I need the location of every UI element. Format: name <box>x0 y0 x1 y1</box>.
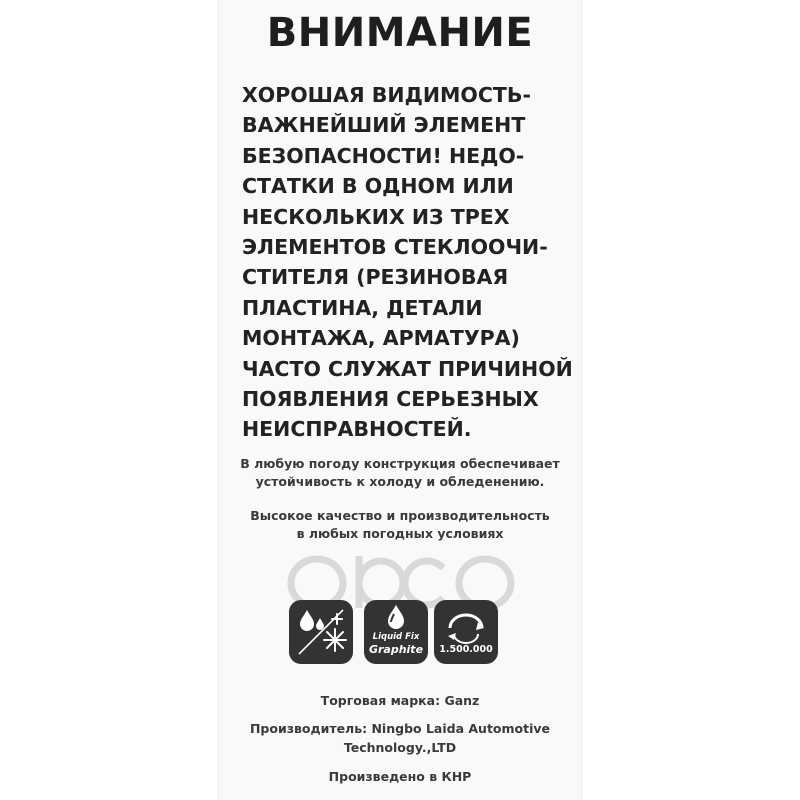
warning-line: НЕИСПРАВНОСТЕЙ. <box>242 417 472 442</box>
manufacturer-line: Производитель: Ningbo Laida Automotive <box>249 721 551 736</box>
manufacturer <box>219 719 581 757</box>
quality-note <box>219 507 581 543</box>
graphite-line1: Liquid Fix <box>372 632 420 642</box>
rain-snow-icon <box>289 600 353 664</box>
warning-line: СТИТЕЛЯ (РЕЗИНОВАЯ <box>242 265 509 290</box>
feature-icons <box>219 600 581 670</box>
graphite-badge <box>364 600 428 664</box>
warning-line: НЕСКОЛЬКИХ ИЗ ТРЕХ <box>242 204 510 229</box>
trademark: Торговая марка: Ganz <box>320 693 480 708</box>
country-of-origin: Произведено в КНР <box>328 769 472 784</box>
warning-line: ХОРОШАЯ ВИДИМОСТЬ- <box>242 83 531 107</box>
warning-line: ЭЛЕМЕНТОВ СТЕКЛООЧИ- <box>242 235 548 260</box>
attention-title: ВНИМАНИЕ <box>266 10 534 56</box>
warning-line: БЕЗОПАСНОСТИ! НЕДО- <box>242 143 525 168</box>
warning-line: ПОЯВЛЕНИЯ СЕРЬЕЗНЫХ <box>242 387 539 412</box>
graphite-line2: Graphite <box>368 643 424 656</box>
warning-line: ПЛАСТИНА, ДЕТАЛИ <box>242 295 483 320</box>
note-line: В любую погоду конструкция обеспечивает <box>240 456 560 471</box>
cycles-badge <box>434 600 498 664</box>
weather-badge <box>289 600 353 664</box>
warning-text <box>242 80 572 445</box>
note-line: в любых погодных условиях <box>296 526 504 541</box>
manufacturer-line: Technology.,LTD <box>343 740 457 755</box>
warning-line: СТАТКИ В ОДНОМ ИЛИ <box>242 174 514 199</box>
warning-line: ВАЖНЕЙШИЙ ЭЛЕМЕНТ <box>242 113 526 138</box>
label-card <box>218 0 582 800</box>
warning-line: МОНТАЖА, АРМАТУРА) <box>242 326 520 351</box>
warning-line: ЧАСТО СЛУЖАТ ПРИЧИНОЙ <box>242 356 573 381</box>
weather-note <box>219 455 581 491</box>
note-line: устойчивость к холоду и обледенению. <box>255 474 545 489</box>
note-line: Высокое качество и производительность <box>250 508 550 523</box>
cycles-value: 1.500.000 <box>439 644 493 655</box>
